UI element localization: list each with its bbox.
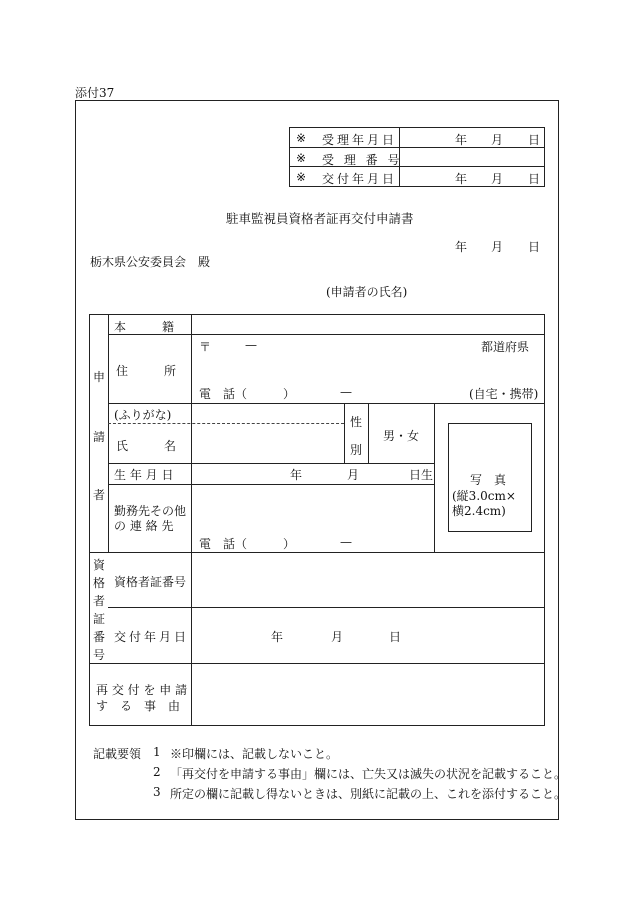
honseki-label: 本 籍 bbox=[114, 320, 175, 334]
note-number: 2 bbox=[153, 765, 161, 779]
prefecture-label: 都道府県 bbox=[481, 340, 530, 354]
attachment-label: 添付37 bbox=[75, 86, 115, 100]
document-title: 駐車監視員資格者証再交付申請書 bbox=[226, 211, 414, 226]
note-text: 「再交付を申請する事由」欄には、亡失又は滅失の状況を記載すること。 bbox=[170, 767, 567, 781]
receipt-mark: ※ bbox=[296, 170, 307, 184]
sex-options: 男・女 bbox=[383, 429, 420, 443]
birth-date-label: 生 年 月 日 bbox=[114, 468, 174, 482]
postal-dash: — bbox=[245, 338, 257, 352]
certificate-year: 年 bbox=[271, 630, 284, 644]
certificate-side-char: 号 bbox=[93, 648, 106, 662]
certificate-side-char: 番 bbox=[93, 630, 106, 644]
receipt-mark: ※ bbox=[296, 151, 307, 165]
notes-heading: 記載要領 bbox=[93, 747, 142, 761]
furigana-label: (ふりがな) bbox=[114, 408, 172, 422]
issue-day: 日 bbox=[528, 172, 541, 186]
note-number: 1 bbox=[153, 745, 161, 759]
phone-label: 電 話（ ） bbox=[199, 387, 296, 401]
applicant-name-label: (申請者の氏名) bbox=[326, 285, 408, 299]
note-text: ※印欄には、記載しないこと。 bbox=[170, 747, 339, 761]
photo-size-label: (縦3.0cm× bbox=[452, 489, 516, 503]
sex-label-char: 性 bbox=[350, 415, 363, 429]
certificate-issue-label: 交付年月日 bbox=[114, 630, 190, 644]
receipt-day: 日 bbox=[528, 133, 541, 147]
certificate-day: 日 bbox=[389, 630, 402, 644]
certificate-side-char: 者 bbox=[93, 594, 106, 608]
work-phone-label: 電 話（ ） bbox=[199, 537, 296, 551]
work-phone-dash: — bbox=[340, 535, 352, 549]
work-contact-label: の 連 絡 先 bbox=[114, 519, 174, 533]
certificate-side-char: 証 bbox=[93, 612, 106, 626]
applicant-side-char: 申 bbox=[93, 370, 106, 384]
receipt-year: 年 bbox=[455, 133, 468, 147]
issue-month: 月 bbox=[491, 172, 504, 186]
date-month: 月 bbox=[491, 240, 504, 254]
reason-label: 再 交 付 を 申 請 bbox=[96, 683, 188, 697]
date-year: 年 bbox=[455, 240, 468, 254]
photo-size-label: 横2.4cm) bbox=[452, 504, 506, 518]
note-text: 所定の欄に記載し得ないときは、別紙に記載の上、これを添付すること。 bbox=[170, 787, 567, 801]
receipt-number-label: 受 理 番 号 bbox=[322, 153, 403, 167]
phone-dash: — bbox=[340, 385, 352, 399]
name-label: 氏 名 bbox=[116, 439, 177, 453]
addressee: 栃木県公安委員会 殿 bbox=[90, 255, 211, 269]
applicant-side-char: 請 bbox=[93, 430, 106, 444]
work-contact-label: 勤務先その他 bbox=[114, 504, 187, 518]
date-day: 日 bbox=[528, 240, 541, 254]
sex-label-char: 別 bbox=[350, 443, 363, 457]
phone-type: (自宅・携帯) bbox=[469, 387, 539, 401]
certificate-month: 月 bbox=[331, 630, 344, 644]
receipt-date-label: 受理年月日 bbox=[322, 133, 398, 147]
photo-label: 写 真 bbox=[470, 473, 507, 487]
receipt-month: 月 bbox=[491, 133, 504, 147]
note-number: 3 bbox=[153, 785, 161, 799]
certificate-number-label: 資格者証番号 bbox=[114, 575, 187, 589]
birth-year: 年 bbox=[290, 468, 303, 482]
address-label: 住 所 bbox=[116, 364, 177, 378]
receipt-mark: ※ bbox=[296, 131, 307, 145]
issue-year: 年 bbox=[455, 172, 468, 186]
issue-date-label: 交付年月日 bbox=[322, 172, 398, 186]
birth-month: 月 bbox=[347, 468, 360, 482]
postal-mark: 〒 bbox=[199, 340, 212, 354]
certificate-side-char: 格 bbox=[93, 576, 106, 590]
birth-day: 日生 bbox=[409, 468, 434, 482]
applicant-side-char: 者 bbox=[93, 488, 106, 502]
certificate-side-char: 資 bbox=[93, 558, 106, 572]
reason-label: す る 事 由 bbox=[96, 699, 181, 713]
